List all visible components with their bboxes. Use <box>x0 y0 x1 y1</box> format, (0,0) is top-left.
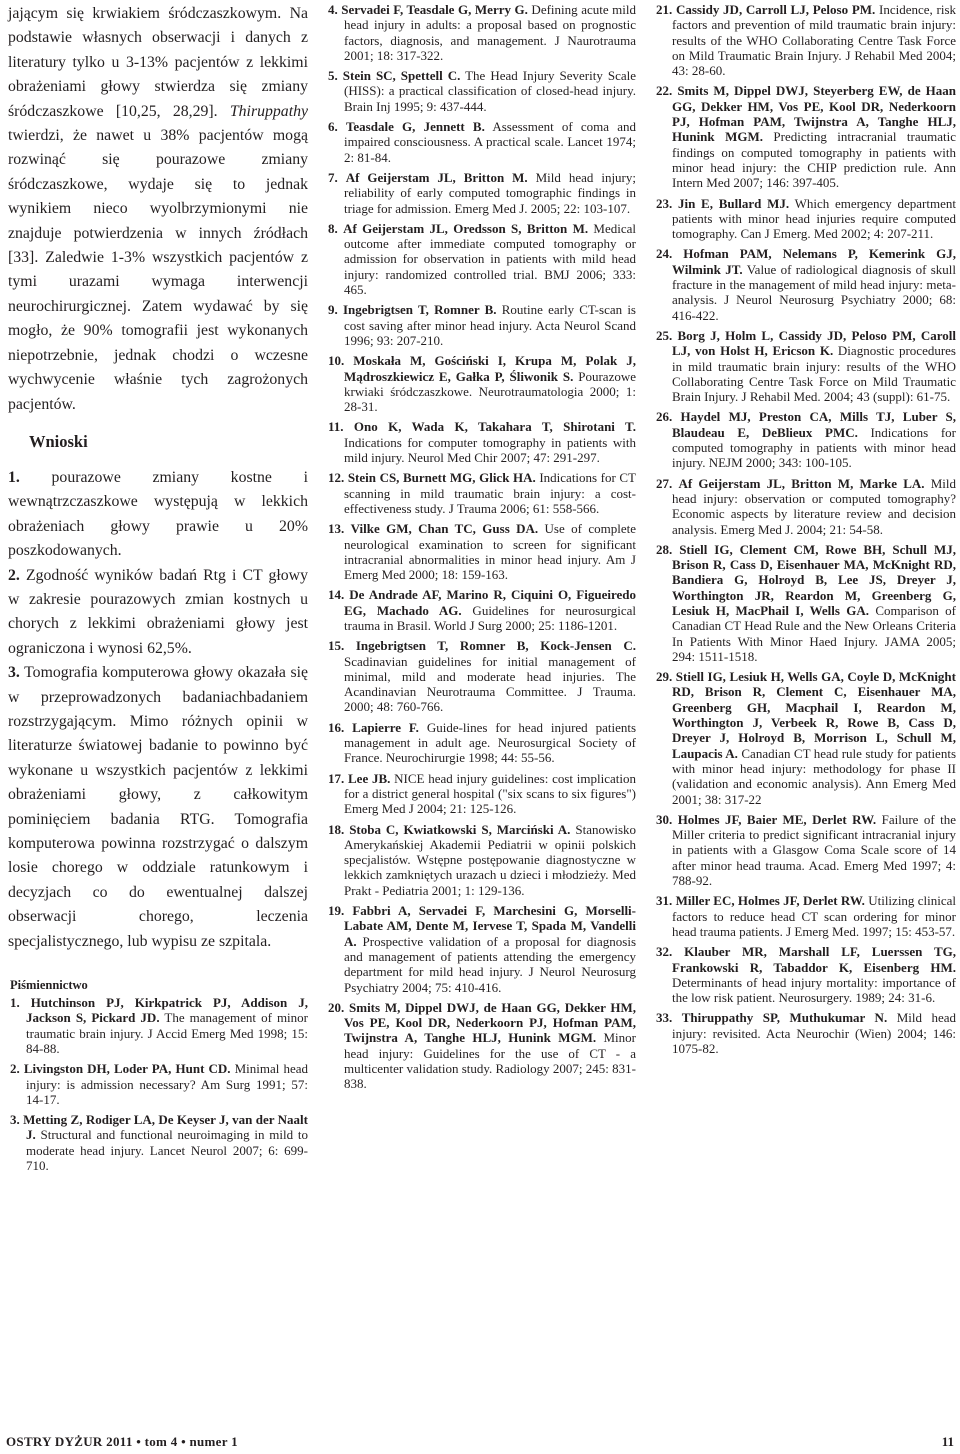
reference-item <box>326 771 636 817</box>
reference-text: The Head Injury Severity Scale (HISS): a practical classification of closed-head injury. Brain Inj 1995; 9: 437-444. <box>344 68 637 114</box>
reference-number: 27. <box>656 475 673 491</box>
reference-text: Failure of the Miller criteria to predict significant intracranial injury in patients with a Glasgow Coma Scale score of 14 after minor head trauma. Acad. Emerg Med 1997; 4: 788-92. <box>672 811 956 889</box>
reference-number: 23. <box>656 195 673 211</box>
reference-authors: Hutchinson PJ, Kirkpatrick PJ, Addison J, Jackson S, Pickard JD. <box>26 995 309 1026</box>
reference-authors: Servadei F, Teasdale G, Merry G. <box>341 2 528 17</box>
reference-text: Minor head injury: Guidelines for the use of CT - a multicenter validation study. Radiology 2007; 245: 831-838. <box>344 1030 636 1092</box>
reference-list <box>8 995 308 1173</box>
reference-text: Prospective validation of a proposal for diagnosis and management of patients attending the emergency department for mild head injury. J Neurol Neurosurg Psychiatry 2004; 75: 410-416. <box>344 933 636 995</box>
reference-text: Predicting intracranial traumatic findings on computed tomography in patients with minor head injury: the CHIP prediction rule. Ann Intern Med 2007; 146: 397-405. <box>672 129 956 191</box>
column-1 <box>8 2 308 1178</box>
reference-number: 3. <box>10 1112 20 1128</box>
reference-item <box>654 2 956 78</box>
reference-authors: Lapierre F. <box>352 719 419 735</box>
reference-item <box>654 476 956 537</box>
reference-number: 4. <box>328 2 338 17</box>
reference-number: 20. <box>328 999 345 1015</box>
conclusion-item: 2. Zgodność wyników badań Rtg i CT głowy w zakresie pourazowych zmian kostnych u chorych z lekkimi obrażeniami głowy jest ograniczona i wynosi 62,5%. <box>8 566 308 657</box>
reference-text: Canadian CT head rule study for patients with minor head injury: methodology for phase II (validation and economic analysis). Ann Emerg Med 2001; 38: 317-22 <box>672 745 956 807</box>
reference-number: 19. <box>328 903 345 919</box>
reference-item <box>326 720 636 766</box>
reference-number: 33. <box>656 1010 673 1026</box>
reference-item <box>326 302 636 348</box>
reference-text: Value of radiological diagnosis of skull fracture in the management of mild head injury: meta-analysis. J Neurol Neurosurg Psychiatry 2000; 68: 416-422. <box>672 261 956 323</box>
reference-authors: Stein SC, Spettell C. <box>342 68 461 84</box>
reference-item <box>326 353 636 414</box>
reference-item <box>326 903 636 995</box>
reference-item <box>654 328 956 404</box>
reference-authors: Hofman PAM, Nelemans P, Kemerink GJ, Wilmink JT. <box>672 246 957 277</box>
reference-item <box>8 995 308 1056</box>
reference-item <box>326 521 636 582</box>
reference-authors: Klauber MR, Marshall LF, Luerssen TG, Frankowski R, Tabaddor K, Eisenberg HM. <box>672 944 957 975</box>
page-number: 11 <box>941 1434 954 1449</box>
reference-authors: De Andrade AF, Marino R, Ciquini O, Figueiredo EG, Machado AG. <box>344 587 637 618</box>
reference-authors: Metting Z, Rodiger LA, De Keyser J, van der Naalt J. <box>23 1112 308 1143</box>
footer-rule <box>0 1428 960 1429</box>
reference-item <box>326 419 636 465</box>
reference-number: 26. <box>656 409 673 425</box>
reference-authors: Smits M, Dippel DWJ, Steyerberg EW, de Haan GG, Dekker HM, Vos PE, Kool DR, Nederkoorn PJ, Hofman PAM, Twijnstra A, Tanghe HLJ, Hunink MGM. <box>672 83 956 145</box>
reference-number: 25. <box>656 327 673 343</box>
reference-number: 13. <box>328 521 345 537</box>
reference-number: 5. <box>328 68 338 84</box>
reference-authors: Teasdale G, Jennett B. <box>345 119 485 135</box>
reference-authors: Jin E, Bullard MJ. <box>677 195 790 211</box>
section-heading: Wnioski <box>29 431 88 451</box>
reference-number: 16. <box>328 719 345 735</box>
reference-text: Utilizing clinical factors to reduce head CT scan ordering for minor head trauma patients. J Emerg Med. 1997; 15: 453-57. <box>672 893 956 939</box>
reference-number: 22. <box>656 83 673 99</box>
reference-number: 9. <box>328 302 338 318</box>
reference-item <box>654 944 956 1005</box>
reference-text: NICE head injury guidelines: cost implication for a district general hospital ("six scans to six figures") Emerg Med J 2004; 21: 125-126. <box>344 770 636 817</box>
reference-item <box>654 669 956 807</box>
reference-item <box>326 470 636 516</box>
reference-number: 32. <box>656 944 673 960</box>
reference-number: 11. <box>328 419 344 435</box>
reference-number: 30. <box>656 811 673 827</box>
reference-authors: Livingston DH, Loder PA, Hunt CD. <box>23 1061 231 1077</box>
reference-item <box>654 83 956 190</box>
reference-authors: Ono K, Wada K, Takahara T, Shirotani T. <box>353 419 637 435</box>
reference-item <box>326 68 636 114</box>
reference-text: Pourazowe krwiaki śródczaszkowe. Neurotraumatologia 2000; 1: 28-31. <box>344 368 636 415</box>
reference-item <box>654 409 956 470</box>
reference-number: 28. <box>656 541 673 557</box>
reference-item <box>326 587 636 633</box>
reference-text: Assessment of coma and impaired consciousness. A practical scale. Lancet 1974; 2: 81-84. <box>344 119 637 165</box>
reference-authors: Miller EC, Holmes JF, Derlet RW. <box>675 893 865 909</box>
reference-item <box>326 170 636 216</box>
reference-item <box>654 812 956 888</box>
reference-item <box>326 119 636 165</box>
reference-list <box>654 2 956 1056</box>
reference-item <box>654 893 956 939</box>
reference-text: Incidence, risk factors and prevention of mild traumatic brain injury: results of the WHO Collaborating Centre Task Force on Mild Traumatic Brain Injury. J Rehabil Med 2004; 43: 28-60. <box>672 2 957 79</box>
reference-item <box>326 2 636 63</box>
reference-text: Defining acute mild head injury in adults: a proposal based on prognostic factors, diagnosis, and management. J Naurotrauma 2001; 18: 317-322. <box>344 2 636 63</box>
references-title: Piśmiennictwo <box>10 978 88 993</box>
reference-list <box>326 2 636 1092</box>
reference-text: The management of minor traumatic brain injury. J Accid Emerg Med 1998; 15: 84-88. <box>26 1010 308 1056</box>
reference-number: 14. <box>328 587 345 603</box>
reference-number: 8. <box>328 220 338 236</box>
reference-text: Guide-lines for head injured patients management in adult age. Neurosurgical Society of France. Neurochirurgie 1998; 44: 55-56. <box>344 719 637 766</box>
reference-authors: Stoba C, Kwiatkowski S, Marciński A. <box>349 821 571 837</box>
reference-number: 6. <box>328 119 338 135</box>
reference-text: Comparison of Canadian CT Head Rule and the New Orleans Criteria In Patients With Minor Haed Injury. JAMA 2005; 294: 1511-1518. <box>672 602 956 664</box>
reference-authors: Ingebrigtsen T, Romner B, Kock-Jensen C. <box>355 638 636 654</box>
conclusion-item: 3. Tomografia komputerowa głowy okazała się w przeprowadzonych badaniachbadaniem rozstrzygającym. Mimo różnych opinii w literaturze światowej badanie to powinno być wykonane u wszystkich pacjentów z lekkimi obrażeniami głowy, z całkowitym pominięciem badania RTG. Tomografia komputerowa powinna rozstrzygać o dalszym losie chorego w oddziale ratunkowym i decyzjach co do ewentualnej dalszej obserwacji chorego, leczenia specjalistycznego, lub wypisu ze szpitala. <box>8 664 308 950</box>
reference-text: Use of complete neurological examination to screen for significant intracranial abnormalities in minor head injury. Am J Emerg Med 2000; 18: 159-163. <box>344 521 636 583</box>
reference-item <box>8 1112 308 1173</box>
reference-number: 24. <box>656 246 673 262</box>
reference-item <box>654 196 956 242</box>
reference-authors: Haydel MJ, Preston CA, Mills TJ, Luber S, Blaudeau E, DeBlieux PMC. <box>672 409 956 440</box>
reference-authors: Stein CS, Burnett MG, Glick HA. <box>347 470 536 486</box>
reference-authors: Smits M, Dippel DWJ, de Haan GG, Dekker HM, Vos PE, Kool DR, Nederkoorn PJ, Hofman PAM, Twijnstra A, Tanghe HLJ, Hunink MGM. <box>344 999 637 1046</box>
reference-number: 10. <box>328 353 345 369</box>
reference-number: 29. <box>656 669 673 685</box>
article-body <box>8 2 308 417</box>
reference-item <box>654 1010 956 1056</box>
column-3 <box>654 2 956 1061</box>
reference-authors: Thiruppathy SP, Muthukumar N. <box>681 1010 888 1026</box>
reference-number: 2. <box>10 1061 20 1077</box>
reference-authors: Vilke GM, Chan TC, Guss DA. <box>350 521 539 537</box>
author-name-italic: Thiruppathy <box>229 102 308 120</box>
reference-authors: Borg J, Holm L, Cassidy JD, Peloso PM, Caroll LJ, von Holst H, Ericson K. <box>672 327 956 359</box>
reference-text: Which emergency department patients with minor head injuries require computed tomography. Can J Emerg. Med 2002; 4: 207-211. <box>672 195 956 242</box>
reference-number: 31. <box>656 893 673 909</box>
reference-text: Indications for computer tomography in patients with mild injury. Neurol Med Chir 2007; 47: 291-297. <box>344 434 636 466</box>
column-2 <box>326 2 636 1097</box>
reference-text: Medical outcome after immediate computed tomography or admission for observation in patients with mild head injury: randomized controlled trial. BMJ 2006; 333: 465. <box>344 220 636 298</box>
reference-authors: Lee JB. <box>348 770 391 786</box>
reference-item <box>654 246 956 322</box>
reference-number: 1. <box>10 995 20 1011</box>
reference-authors: Stiell IG, Clement CM, Rowe BH, Schull MJ, Brison R, Cass D, Eisenhauer MA, McKnight RD, Bandiera G, Holroyd B, Lee JS, Dreyer J, Worthington JR, Reardon M, Greenberg G, Lesiuk H, MacPhail I, Wells GA. <box>672 541 956 618</box>
reference-text: Routine early CT-scan is cost saving after minor head injury. Acta Neurol Scand 1996; 93: 207-210. <box>344 302 636 348</box>
reference-text: Indications for computed tomography in patients with minor head injury. NEJM 2000; 343: 100-105. <box>672 424 956 471</box>
reference-item <box>654 542 956 664</box>
reference-text: Indications for CT scanning in mild traumatic brain injury: a cost-effectiveness study. J Trauma 2006; 61: 558-566. <box>344 470 637 516</box>
reference-number: 12. <box>328 470 345 486</box>
reference-authors: Fabbri A, Servadei F, Marchesini G, Morselli-Labate AM, Dente M, Iervese T, Spada M, Vandelli A. <box>344 903 637 949</box>
reference-text: Stanowisko Amerykańskiej Akademii Pediatrii w opinii polskich specjalistów. Wstępne postępowanie diagnostyczne w lekkich zamkniętych urazach u dzieci i młodzieży. Med Prakt - Pediatria 2001; 1: 129-136. <box>344 821 637 898</box>
reference-authors: Moskała M, Gościński I, Krupa M, Polak J, Mądroszkiewicz E, Gałka P, Śliwonik S. <box>344 353 637 384</box>
journal-footer: OSTRY DYŻUR 2011 • tom 4 • numer 1 <box>6 1434 238 1449</box>
reference-text: Mild head injury; reliability of early computed tomographic findings in triage for admission. Emerg Med J. 2005; 22: 103-107. <box>344 169 636 216</box>
reference-text: Diagnostic procedures in mild traumatic brain injury: results of the WHO Collaborating Centre Task Force on Mild Traumatic Brain Injury. J Rehabil Med. 2004; 43 (suppl): 61-75. <box>672 343 956 405</box>
reference-text: Structural and functional neuroimaging in mild to moderate head injury. Lancet Neurol 2007; 6: 699-710. <box>26 1127 308 1173</box>
conclusions <box>8 466 308 954</box>
reference-item <box>326 221 636 297</box>
reference-number: 18. <box>328 821 345 837</box>
reference-text: Minimal head injury: is admission necessary? Am Surg 1991; 57: 14-17. <box>26 1061 308 1107</box>
reference-authors: Cassidy JD, Carroll LJ, Peloso PM. <box>675 2 876 17</box>
reference-number: 15. <box>328 638 345 654</box>
reference-authors: Holmes JF, Baier ME, Derlet RW. <box>677 811 877 827</box>
conclusion-item: 1. pourazowe zmiany kostne i wewnątrzczaszkowe występują w lekkich obrażeniach głowy prawie u 20% poszkodowanych. <box>8 468 308 560</box>
reference-number: 7. <box>328 169 338 185</box>
reference-item <box>8 1061 308 1107</box>
reference-text: Mild head injury: revisited. Acta Neurochir (Wien) 2004; 146: 1075-82. <box>672 1010 956 1056</box>
reference-text: Mild head injury: observation or computed tomography? Economic aspects by literature review and decision analysis. Emerg Med J. 2004; 21: 54-58. <box>672 475 957 537</box>
reference-item <box>326 638 636 714</box>
reference-text: Determinants of head injury mortality: importance of the low risk patient. Neurosurgery. 1989; 24: 31-6. <box>672 974 956 1006</box>
reference-item <box>326 822 636 898</box>
reference-item <box>326 1000 636 1092</box>
reference-authors: Af Geijerstam JL, Britton M. <box>345 169 528 185</box>
reference-authors: Af Geijerstam JL, Britton M, Marke LA. <box>678 475 925 491</box>
reference-number: 17. <box>328 770 345 786</box>
reference-authors: Stiell IG, Lesiuk H, Wells GA, Coyle D, McKnight RD, Brison R, Clement C, Eisenhauer MA, Greenberg GH, Macphail I, Reardon M, Worthington J, Verbeek R, Rowe B, Cass D, Dreyer J, Holroyd B, Morrison L, Schull M, Laupacis A. <box>672 669 956 761</box>
body-paragraph: jającym się krwiakiem śródczaszkowym. Na podstawie własnych obserwacji i danych z literatury tylko u 3-13% pacjentów z lekkimi obrażeniami głowy stwierdza się zmiany śródczaszkowe [10,25, 28,29]. Thiruppathy twierdzi, że nawet u 38% pacjentów mogą rozwinąć się pourazowe zmiany śródczaszkowe, wydaje się to jednak wynikiem nieco wyolbrzymionymi nie znajduje potwierdzenia w innych źródłach [33]. Zaledwie 1-3% wszystkich pacjentów z tymi urazami wymaga interwencji neurochirurgicznej. Zatem wydawać by się mogło, że 90% tomografii jest wykonanych niepotrzebnie, jednak chodzi o wczesne wychwycenie właśnie tych zagrożonych pacjentów. <box>8 5 308 413</box>
reference-authors: Af Geijerstam JL, Oredsson S, Britton M. <box>343 220 589 236</box>
reference-text: Scadinavian guidelines for initial management of minimal, mild and moderate head injuries. The Acandinavian Neurotrauma Committee. J Trauma. 2000; 48: 760-766. <box>344 653 636 715</box>
reference-authors: Ingebrigtsen T, Romner B. <box>342 302 497 318</box>
reference-number: 21. <box>656 2 673 17</box>
reference-text: Guidelines for neurosurgical trauma in Brasil. World J Surg 2000; 25: 1186-1201. <box>344 602 636 633</box>
